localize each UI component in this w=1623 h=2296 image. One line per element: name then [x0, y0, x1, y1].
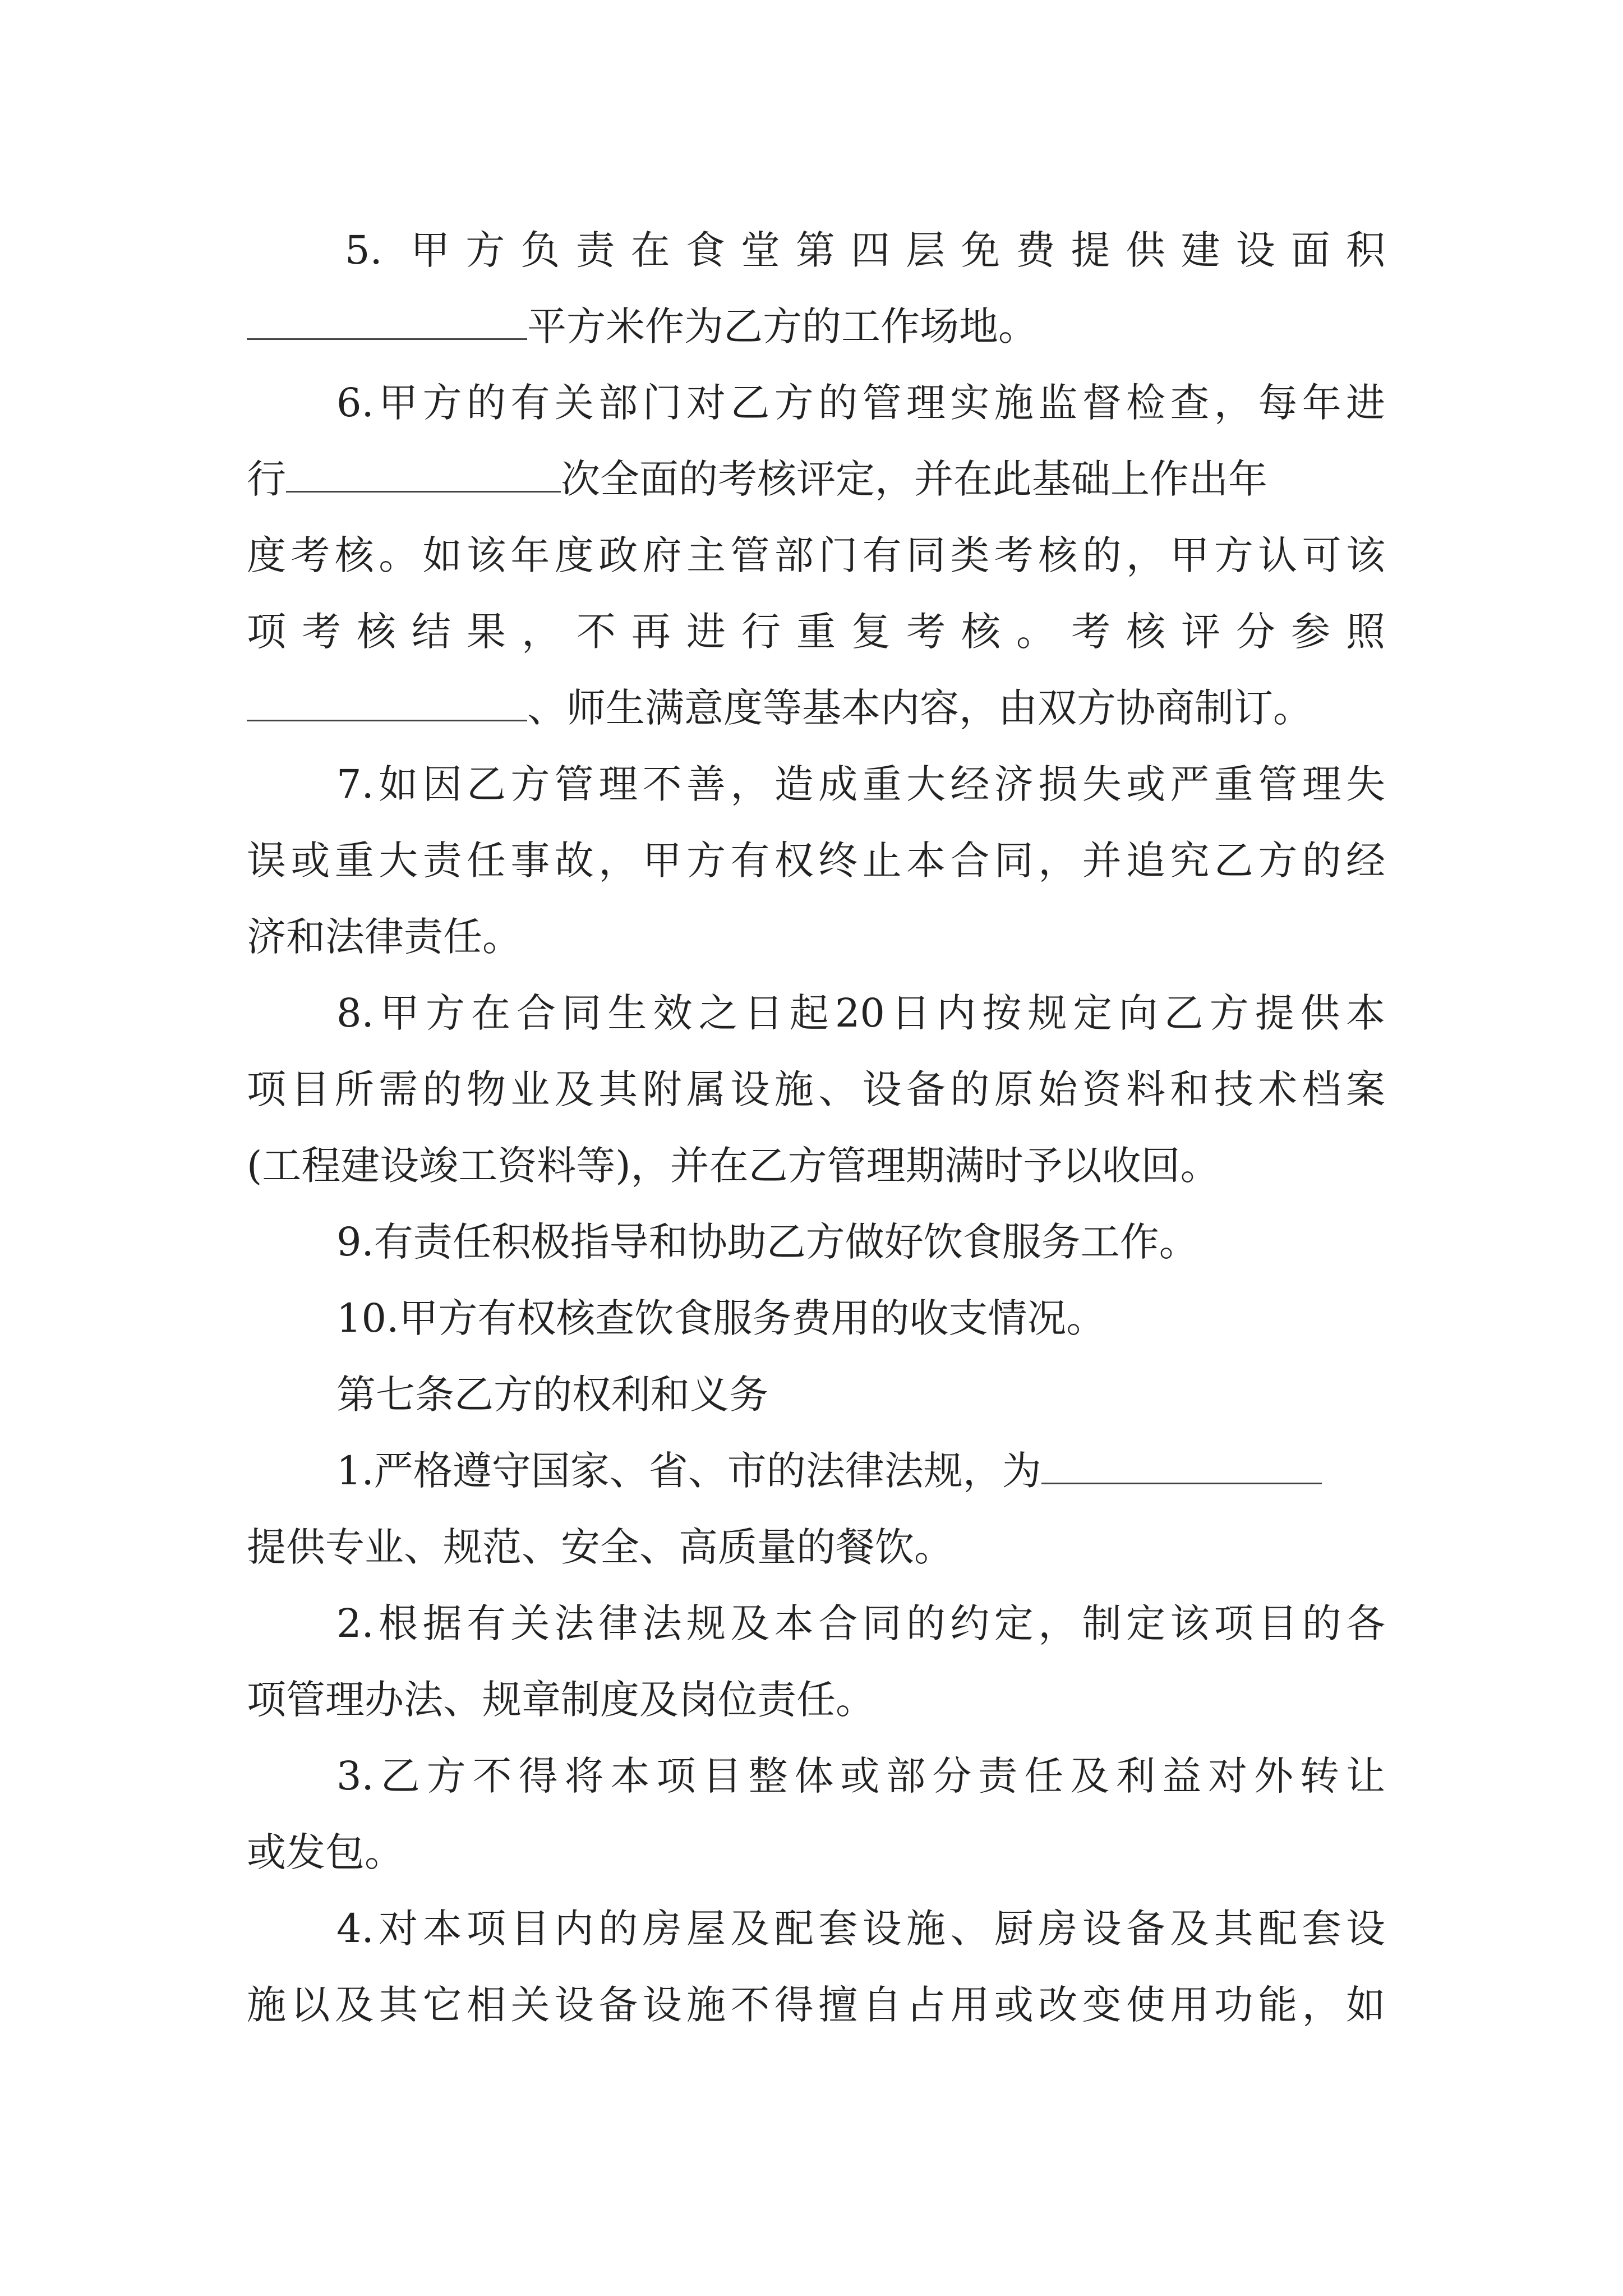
party-b-item-2-text: 2.根据有关法律法规及本合同的约定，制定该项目的各 — [336, 1600, 1385, 1646]
fill-in-blank-recipients[interactable] — [1041, 1443, 1322, 1484]
clause-5-text: 5. 甲方负责在食堂第四层免费提供建设面积 — [345, 227, 1385, 273]
clause-8-text: 8.甲方在合同生效之日起20日内按规定向乙方提供本 — [336, 990, 1385, 1036]
party-b-item-2-text-continued: 项管理办法、规章制度及岗位责任。 — [247, 1677, 875, 1723]
fill-in-blank-criteria[interactable] — [247, 680, 527, 721]
clause-6-line-2 — [247, 441, 1385, 517]
party-b-item-4-line-1 — [247, 1890, 1385, 1967]
clause-6-line-3 — [247, 517, 1385, 593]
clause-7-line-2 — [247, 822, 1385, 899]
clause-6-text-line-5: 、师生满意度等基本内容，由双方协商制订。 — [527, 685, 1312, 731]
article-7-heading — [247, 1356, 1385, 1433]
clause-6-line-5 — [247, 670, 1385, 746]
clause-8-line-3 — [247, 1128, 1385, 1204]
clause-10-text: 10.甲方有权核查饮食服务费用的收支情况。 — [336, 1295, 1106, 1341]
party-b-item-4-line-2 — [247, 1967, 1385, 2043]
clause-6-text-continued: 次全面的考核评定，并在此基础上作出年 — [561, 456, 1267, 502]
clause-6-text-line-3: 度考核。如该年度政府主管部门有同类考核的，甲方认可该 — [247, 532, 1385, 578]
clause-8-line-1 — [247, 975, 1385, 1051]
party-b-item-2-line-2 — [247, 1662, 1385, 1738]
clause-6-line-1 — [247, 365, 1385, 441]
party-b-item-1-line-1 — [247, 1433, 1385, 1509]
clause-5-text-continued: 平方米作为乙方的工作场地。 — [527, 303, 1038, 349]
fill-in-blank-times[interactable] — [286, 452, 561, 493]
party-b-item-3-line-2 — [247, 1814, 1385, 1890]
clause-7-line-3 — [247, 899, 1385, 975]
party-b-item-3-text: 3.乙方不得将本项目整体或部分责任及利益对外转让 — [336, 1753, 1385, 1799]
party-b-item-4-text-continued: 施以及其它相关设备设施不得擅自占用或改变使用功能，如 — [247, 1982, 1385, 2028]
clause-7-text-line-3: 济和法律责任。 — [247, 914, 522, 960]
party-b-item-3-line-1 — [247, 1738, 1385, 1814]
clause-7-text: 7.如因乙方管理不善，造成重大经济损失或严重管理失 — [336, 761, 1385, 807]
party-b-item-4-text: 4.对本项目内的房屋及配套设施、厨房设备及其配套设 — [336, 1906, 1385, 1952]
party-b-item-2-line-1 — [247, 1585, 1385, 1662]
party-b-item-1-text: 1.严格遵守国家、省、市的法律法规，为 — [336, 1448, 1041, 1494]
fill-in-blank-area[interactable] — [247, 299, 527, 340]
clause-9-text: 9.有责任积极指导和协助乙方做好饮食服务工作。 — [336, 1219, 1198, 1265]
document-body — [247, 212, 1385, 2043]
clause-8-line-2 — [247, 1051, 1385, 1128]
article-7-title: 第七条乙方的权利和义务 — [336, 1372, 768, 1418]
clause-8-text-line-3: (工程建设竣工资料等)，并在乙方管理期满时予以收回。 — [247, 1143, 1220, 1189]
party-b-item-3-text-continued: 或发包。 — [247, 1829, 404, 1875]
clause-10-line-1 — [247, 1280, 1385, 1356]
clause-8-text-line-2: 项目所需的物业及其附属设施、设备的原始资料和技术档案 — [247, 1066, 1385, 1112]
party-b-item-1-text-continued: 提供专业、规范、安全、高质量的餐饮。 — [247, 1524, 953, 1570]
party-b-item-1-line-2 — [247, 1509, 1385, 1585]
clause-7-text-line-2: 误或重大责任事故，甲方有权终止本合同，并追究乙方的经 — [247, 838, 1385, 884]
clause-6-text-line-4: 项考核结果，不再进行重复考核。考核评分参照 — [247, 609, 1385, 655]
clause-5-line-2 — [247, 288, 1385, 365]
clause-7-line-1 — [247, 746, 1385, 822]
clause-6-text-prefix: 行 — [247, 456, 286, 502]
clause-5-line-1 — [247, 212, 1385, 288]
clause-9-line-1 — [247, 1204, 1385, 1280]
clause-6-line-4 — [247, 593, 1385, 670]
clause-6-text: 6.甲方的有关部门对乙方的管理实施监督检查，每年进 — [336, 380, 1385, 426]
